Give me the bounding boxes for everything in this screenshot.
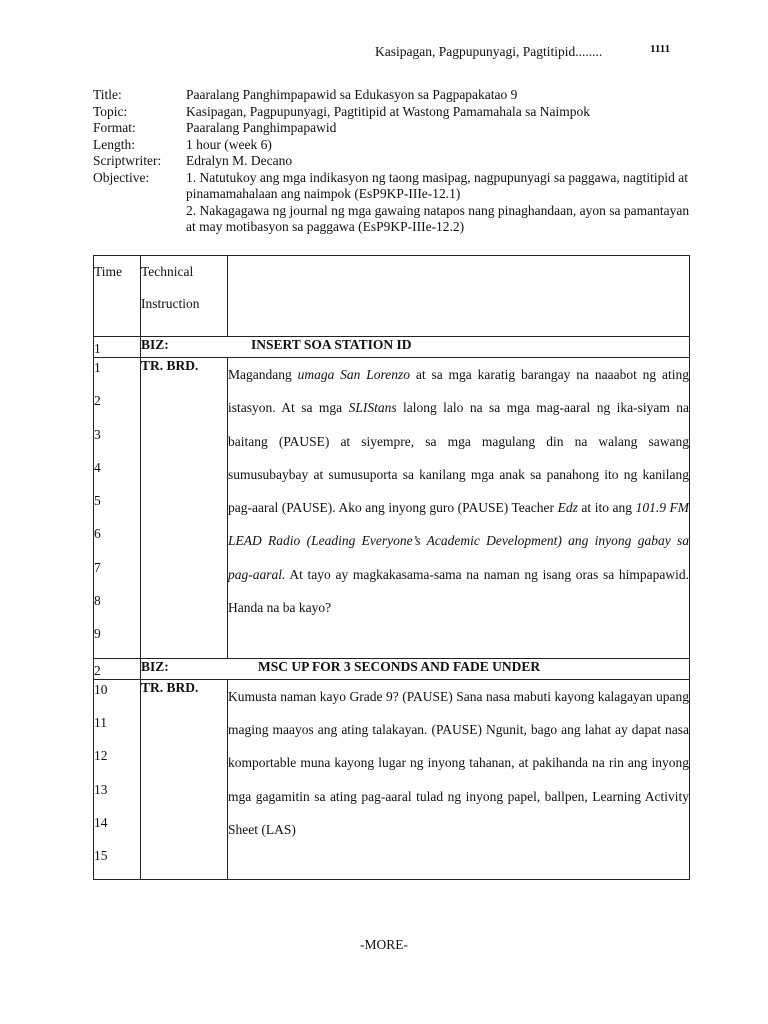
meta-objective-row xyxy=(93,170,693,203)
meta-value: 1. Natutukoy ang mga indikasyon ng taong masipag, nagpupunyagi sa paggawa, nagtitipid at pinamamahalaan ang naimpok (EsP9KP-IIIe-12.1) xyxy=(186,169,689,201)
meta-scriptwriter-row xyxy=(93,153,693,170)
table-header-row xyxy=(94,256,690,337)
script-segment: Kumusta naman kayo Grade 9? (PAUSE) Sana nasa mabuti kayong kalagayan upang maging maayos ang ating talakayan. (PAUSE) Ngunit, bago ang lahat ay dapat nasa komportable muna kayong lugar ng inyong tahanan, at pakihanda na rin ang inyong mga gagamitin sa ating pag-aaral tulad ng inyong papel, ballpen, Learning Activity Sheet (LAS) xyxy=(228,688,689,837)
tech-label: TR. BRD. xyxy=(141,358,199,373)
meta-objective-row-2 xyxy=(93,203,693,236)
line-number: 13 xyxy=(94,781,108,797)
script-segment: lalong lalo na sa mga mag-aaral ng ika-siyam na baitang (PAUSE) at siyempre, sa mga magulang din na walang sawang sumusubaybay at sumusuporta sa kanilang mga anak sa panahong ito ng kanilang pag-aaral (PAUSE). Ako ang inyong guro (PAUSE) Teacher xyxy=(228,400,690,516)
script-segment: Magandang xyxy=(228,367,298,382)
biz-text: INSERT SOA STATION ID xyxy=(251,337,412,352)
time-column-header xyxy=(94,256,141,337)
line-number: 5 xyxy=(94,493,101,509)
line-number: 1 xyxy=(94,360,101,375)
script-text xyxy=(228,679,690,880)
script-metadata xyxy=(93,87,693,236)
line-number: 6 xyxy=(94,526,101,542)
biz-instruction xyxy=(141,658,690,679)
meta-title-row xyxy=(93,87,693,104)
meta-value: 1 hour (week 6) xyxy=(186,136,272,152)
biz-label: BIZ: xyxy=(141,658,169,674)
time-cell xyxy=(94,658,141,679)
script-segment-italic: umaga San Lorenzo xyxy=(297,367,411,382)
biz-text: MSC UP FOR 3 SECONDS AND FADE UNDER xyxy=(258,658,541,674)
script-text xyxy=(228,358,690,659)
meta-label: Length: xyxy=(93,136,135,152)
tech-header-label: Technical xyxy=(141,264,194,279)
line-number: 14 xyxy=(94,814,108,830)
line-numbers xyxy=(94,358,141,659)
line-number: 4 xyxy=(94,459,101,475)
script-segment-italic: 101.9 FM LEAD Radio (Leading Everyone’s Academic Development) ang inyong gabay sa pag-aaral. xyxy=(228,500,689,582)
meta-label: Title: xyxy=(93,87,122,102)
script-segment: at ito ang xyxy=(577,500,636,516)
technical-instruction xyxy=(141,358,228,659)
meta-value: Edralyn M. Decano xyxy=(186,153,293,168)
line-number: 15 xyxy=(94,848,108,864)
biz-label: BIZ: xyxy=(141,337,169,352)
meta-label: Topic: xyxy=(93,103,128,119)
meta-value: Kasipagan, Pagpupunyagi, Pagtitipid at Wastong Pamamahala sa Naimpok xyxy=(186,103,590,119)
line-number: 2 xyxy=(94,393,101,409)
time-value: 1 xyxy=(94,341,101,356)
script-segment: at sa mga karatig barangay na naaabot ng ating istasyon. At sa mga xyxy=(228,367,689,416)
biz-instruction xyxy=(141,337,690,358)
tech-label: TR. BRD. xyxy=(141,679,199,695)
line-number: 7 xyxy=(94,559,101,575)
biz-row xyxy=(94,658,690,679)
line-number: 12 xyxy=(94,748,108,764)
meta-label xyxy=(93,203,186,236)
meta-value: 2. Nakagagawa ng journal ng mga gawaing natapos nang pinaghandaan, ayon sa pamantayan at may motibasyon sa paggawa (EsP9KP-IIIe-12.2) xyxy=(186,202,690,234)
meta-label: Scriptwriter: xyxy=(93,153,162,168)
meta-length-row xyxy=(93,137,693,154)
line-number: 8 xyxy=(94,593,101,609)
meta-label: Objective: xyxy=(93,169,150,185)
technical-instruction-column-header xyxy=(141,256,228,337)
meta-topic-row xyxy=(93,104,693,121)
time-value: 2 xyxy=(94,662,101,678)
time-cell xyxy=(94,337,141,358)
radio-script-table xyxy=(93,255,690,880)
script-row xyxy=(94,358,690,659)
line-numbers xyxy=(94,679,141,880)
script-segment-italic: SLIStans xyxy=(348,400,397,416)
time-header-label: Time xyxy=(94,264,123,279)
script-segment-italic: Edz xyxy=(557,500,578,516)
script-column-header xyxy=(228,256,690,337)
line-number: 9 xyxy=(94,626,101,642)
script-row xyxy=(94,679,690,880)
meta-value: Paaralang Panghimpapawid sa Edukasyon sa Pagpapakatao 9 xyxy=(186,87,518,102)
more-indicator: -MORE- xyxy=(360,937,408,952)
line-number: 3 xyxy=(94,426,101,442)
running-header: Kasipagan, Pagpupunyagi, Pagtitipid........ xyxy=(375,44,603,59)
page-number: 1111 xyxy=(650,43,671,55)
tech-header-label: Instruction xyxy=(141,296,200,311)
meta-label: Format: xyxy=(93,120,136,135)
technical-instruction xyxy=(141,679,228,880)
meta-value: Paaralang Panghimpapawid xyxy=(186,120,337,135)
line-number: 11 xyxy=(94,714,107,730)
biz-row xyxy=(94,337,690,358)
line-number: 10 xyxy=(94,681,108,697)
script-segment: At tayo ay magkakasama-sama na naman ng isang oras sa himpapawid. Handa na ba kayo? xyxy=(228,566,689,616)
meta-format-row xyxy=(93,120,693,137)
